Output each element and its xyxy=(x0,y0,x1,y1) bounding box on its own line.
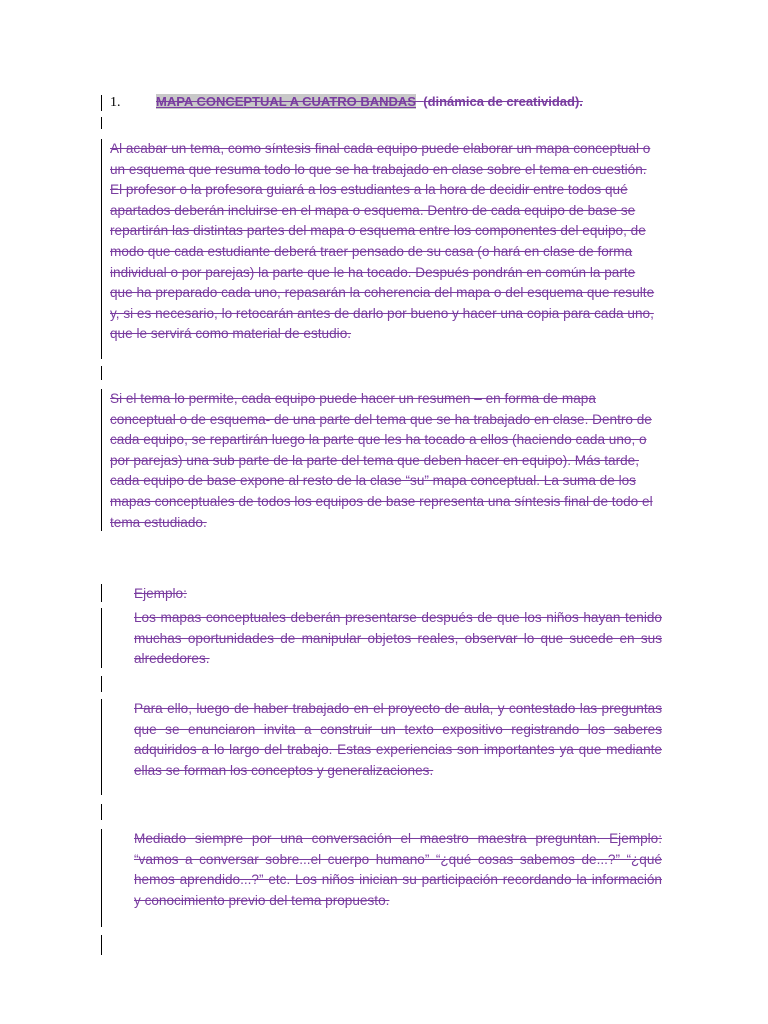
example-paragraph-3: Mediado siempre por una conversación el maestro maestra preguntan. Ejemplo: “vamos a conversar sobre...el cuerpo humano” “¿qué cosas sabemos de...?” “¿qué hemos aprendido...?” etc. Los niños inician su participación recordando la información y conocimiento previo del tema propuesto. xyxy=(134,831,662,908)
example-paragraph-2: Para ello, luego de haber trabajado en el proyecto de aula, y contestado las preguntas que se enunciaron invita a construir un texto expositivo registrando los saberes adquiridos a lo largo del trabajo. Estas experiencias son importantes ya que mediante ellas se forman los conceptos y generalizaciones. xyxy=(134,701,662,778)
change-bar xyxy=(101,676,102,692)
change-bar xyxy=(101,389,102,531)
change-bar xyxy=(101,117,102,129)
change-bar xyxy=(101,935,102,955)
example-paragraph-1: Los mapas conceptuales deberán presentarse después de que los niños hayan tenido muchas oportunidades de manipular objetos reales, observar lo que sucede en sus alrededores. xyxy=(134,610,662,667)
item-number: 1. xyxy=(110,95,121,110)
example-title: Ejemplo: xyxy=(134,586,187,601)
change-bar xyxy=(101,699,102,795)
heading-title: MAPA CONCEPTUAL A CUATRO BANDAS xyxy=(156,94,416,109)
change-bar xyxy=(101,608,102,668)
change-bar xyxy=(101,804,102,820)
heading-subtitle xyxy=(416,94,583,109)
paragraph-1: Al acabar un tema, como síntesis final cada equipo puede elaborar un mapa conceptual o un esquema que resuma todo lo que se ha trabajado en clase sobre el tema en cuestión. El profesor o la profesora guiará a los estudiantes a la hora de decidir entre todos qué apartados deberán incluirse en el mapa o esquema. Dentro de cada equipo de base se repartirán las distintas partes del mapa o esquema entre los componentes del equipo, de modo que cada estudiante deberá traer pensado de su casa (o hará en clase de forma individual o por parejas) la parte que le ha tocado. Después pondrán en común la parte que ha preparado cada uno, repasarán la coherencia del mapa o del esquema que resulte y, si es necesario, lo retocarán antes de darlo por bueno y hacer una copia para cada uno, que le servirá como material de estudio. xyxy=(110,141,655,342)
change-bar xyxy=(101,829,102,927)
paragraph-2: Si el tema lo permite, cada equipo puede hacer un resumen – en forma de mapa conceptual o de esquema- de una parte del tema que se ha trabajado en clase. Dentro de cada equipo, se repartirán luego la parte que les ha tocado a ellos (haciendo cada uno, o por parejas) una sub parte de la parte del tema que deben hacer en equipo). Más tarde, cada equipo de base expone al resto de la clase “su” mapa conceptual. La suma de los mapas conceptuales de todos los equipos de base representa una síntesis final de todo el tema estudiado. xyxy=(110,391,653,530)
heading-subtitle-text: (dinámica de creatividad). xyxy=(423,94,583,109)
change-bar xyxy=(101,95,102,111)
change-bar xyxy=(101,366,102,380)
change-bar xyxy=(101,584,102,602)
change-bar xyxy=(101,139,102,359)
section-heading xyxy=(110,93,670,112)
